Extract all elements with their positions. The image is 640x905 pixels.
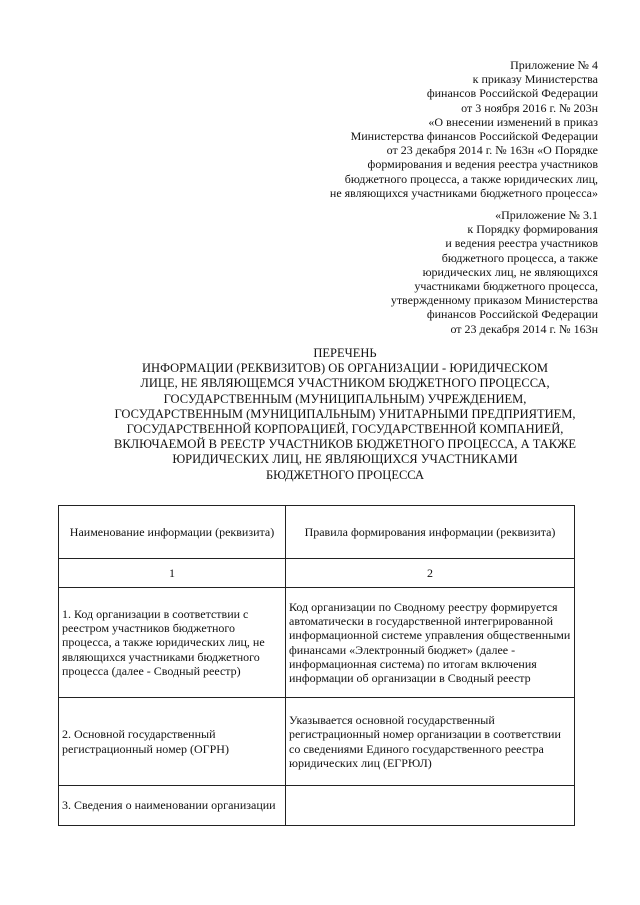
table-header-row [59,506,575,559]
appendix-line: к приказу Министерства [472,72,598,87]
appendix-line: «Приложение № 3.1 [495,208,598,222]
appendix-line: утвержденному приказом Министерства [390,293,598,308]
appendix-line: от 3 ноября 2016 г. № 203н [461,100,598,115]
row-name-cell: 1. Код организации в соответствии с реестром участников бюджетного процесса, а также юридических лиц, не являющихся участниками бюджетного процесса (далее - Сводный реестр) [59,588,286,698]
appendix-line: от 23 декабря 2014 г. № 163н «О Порядке [386,143,598,158]
table-row [59,786,575,826]
requisites-table [58,505,575,826]
table-row [59,698,575,786]
appendix-line: и ведения реестра участников [445,236,598,251]
title-line: ГОСУДАРСТВЕННОЙ КОРПОРАЦИЕЙ, ГОСУДАРСТВЕННОЙ КОМПАНИЕЙ, [126,422,564,437]
row-rule-cell: Код организации по Сводному реестру формируется автоматически в государственной интегрированной информационной системе управления общественными финансами «Электронный бюджет» (далее - информационная система) по итогам включения информации об организации в Сводный реестр [286,588,575,698]
appendix-line: Министерства финансов Российской Федерации [350,129,598,144]
appendix-line: бюджетного процесса, а также [441,250,598,265]
appendix-line: формирования и ведения реестра участников [367,157,598,172]
title-line: БЮДЖЕТНОГО ПРОЦЕССА [265,467,425,482]
column-number: 2 [286,559,575,588]
appendix-line: финансов Российской Федерации [426,307,598,322]
title-line: ИНФОРМАЦИИ (РЕКВИЗИТОВ) ОБ ОРГАНИЗАЦИИ - ЮРИДИЧЕСКОМ [142,361,548,376]
appendix-line: юридических лиц, не являющихся [422,264,598,279]
column-number-row [59,559,575,588]
row-rule-cell: Указывается основной государственный регистрационный номер организации в соответствии со сведениями Единого государственного реестра юридических лиц (ЕГРЮЛ) [286,698,575,786]
appendix-line: финансов Российской Федерации [426,86,598,101]
title-line: ЮРИДИЧЕСКИХ ЛИЦ, НЕ ЯВЛЯЮЩИХСЯ УЧАСТНИКАМИ [172,452,518,467]
header-cell-name: Наименование информации (реквизита) [59,506,286,559]
appendix-line: бюджетного процесса, а также юридических лиц, [344,171,598,186]
appendix-3-1-header [391,208,598,336]
appendix-4-header [330,58,598,200]
appendix-line: к Порядку формирования [467,222,598,237]
title-line: ГОСУДАРСТВЕННЫМ (МУНИЦИПАЛЬНЫМ) УЧРЕЖДЕНИЕМ, [163,391,527,406]
row-rule-cell [286,786,575,826]
appendix-line: участниками бюджетного процесса, [414,279,598,294]
table-row [59,588,575,698]
appendix-line: «О внесении изменений в приказ [428,114,598,129]
row-name-cell: 3. Сведения о наименовании организации [59,786,286,826]
appendix-line: не являющихся участниками бюджетного процесса» [329,185,598,200]
appendix-line: от 23 декабря 2014 г. № 163н [450,321,598,336]
row-name-cell: 2. Основной государственный регистрационный номер (ОГРН) [59,698,286,786]
title-line: ВКЛЮЧАЕМОЙ В РЕЕСТР УЧАСТНИКОВ БЮДЖЕТНОГО ПРОЦЕССА, А ТАКЖЕ [114,437,576,452]
title-line: ГОСУДАРСТВЕННЫМ (МУНИЦИПАЛЬНЫМ) УНИТАРНЫМИ ПРЕДПРИЯТИЕМ, [114,406,576,421]
title-line: ПЕРЕЧЕНЬ [313,346,377,360]
title-line: ЛИЦЕ, НЕ ЯВЛЯЮЩЕМСЯ УЧАСТНИКОМ БЮДЖЕТНОГО ПРОЦЕССА, [140,376,550,391]
appendix-line: Приложение № 4 [510,58,598,72]
column-number: 1 [59,559,286,588]
document-title [60,346,630,483]
header-cell-rule: Правила формирования информации (реквизита) [286,506,575,559]
